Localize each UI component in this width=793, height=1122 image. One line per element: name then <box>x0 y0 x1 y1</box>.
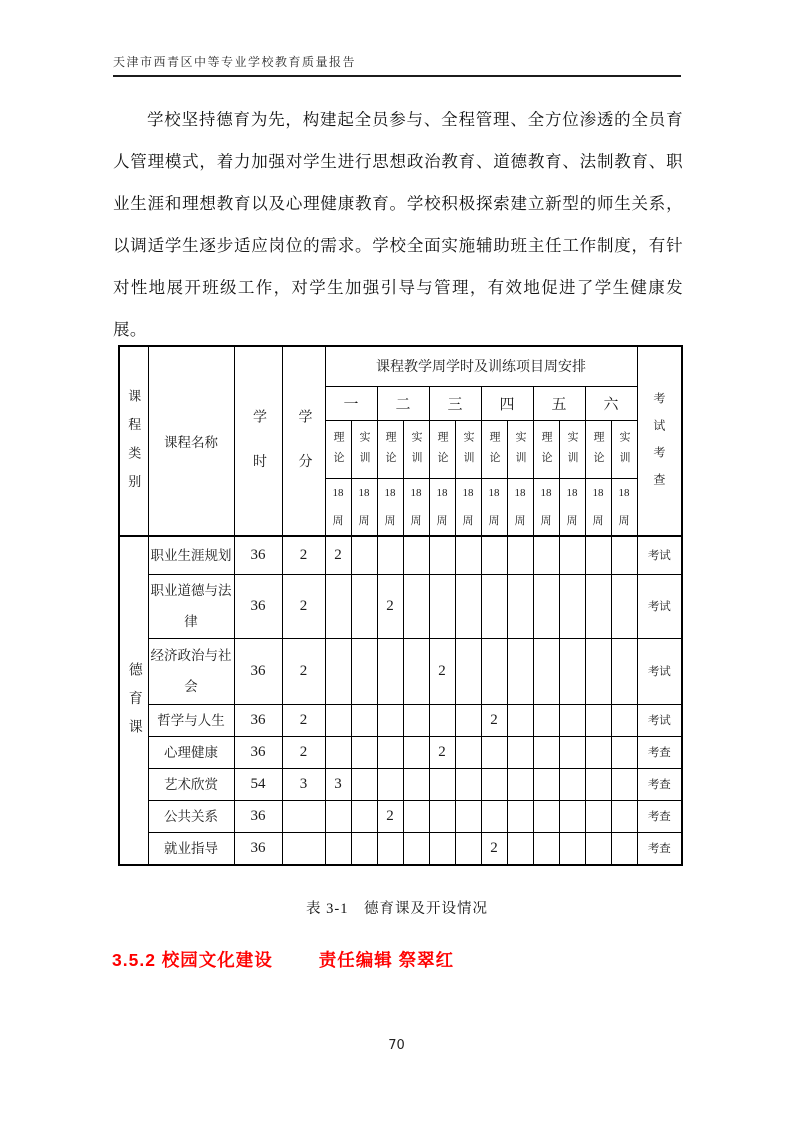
hours-cell: 36 <box>234 832 282 865</box>
week-cell: 2 <box>325 536 351 574</box>
week-cell <box>585 704 611 736</box>
week-cell <box>351 768 377 800</box>
week-cell <box>533 638 559 704</box>
section-heading-title: 3.5.2 校园文化建设 <box>112 950 273 970</box>
day-header-5: 五 <box>533 386 585 420</box>
week-cell <box>481 800 507 832</box>
week-cell <box>559 736 585 768</box>
weeks-header: 18周 <box>429 478 455 536</box>
week-cell: 2 <box>377 574 403 638</box>
category-group-cell <box>119 536 148 865</box>
hours-cell: 36 <box>234 536 282 574</box>
week-cell <box>611 768 637 800</box>
course-name-cell: 哲学与人生 <box>148 704 234 736</box>
hours-cell: 36 <box>234 704 282 736</box>
week-cell <box>481 768 507 800</box>
day-header-1: 一 <box>325 386 377 420</box>
week-cell <box>533 768 559 800</box>
week-cell <box>611 704 637 736</box>
week-cell <box>325 704 351 736</box>
week-cell <box>481 536 507 574</box>
week-cell <box>481 574 507 638</box>
category-column-label: 课程类别 <box>126 389 142 504</box>
practice-header: 实训 <box>611 420 637 478</box>
page-number: 70 <box>388 1038 405 1053</box>
week-cell <box>507 800 533 832</box>
week-cell <box>325 574 351 638</box>
table-caption: 表 3-1 德育课及开设情况 <box>306 901 488 917</box>
weeks-header: 18周 <box>455 478 481 536</box>
week-cell <box>403 574 429 638</box>
practice-header: 实训 <box>351 420 377 478</box>
week-cell <box>377 768 403 800</box>
course-name-column-header <box>148 346 234 536</box>
course-name-cell: 职业生涯规划 <box>148 536 234 574</box>
credits-cell: 3 <box>282 768 325 800</box>
practice-header: 实训 <box>455 420 481 478</box>
weeks-header: 18周 <box>325 478 351 536</box>
hours-cell: 36 <box>234 574 282 638</box>
credits-cell <box>282 832 325 865</box>
credits-cell: 2 <box>282 536 325 574</box>
week-cell <box>611 800 637 832</box>
section-heading-editor: 责任编辑 祭翠红 <box>318 950 455 970</box>
week-cell <box>351 536 377 574</box>
week-cell <box>377 536 403 574</box>
table-row <box>119 832 682 865</box>
day-header-4: 四 <box>481 386 533 420</box>
week-cell <box>377 832 403 865</box>
week-cell <box>403 536 429 574</box>
weeks-header: 18周 <box>585 478 611 536</box>
practice-header: 实训 <box>559 420 585 478</box>
weeks-header: 18周 <box>481 478 507 536</box>
week-cell <box>403 768 429 800</box>
credits-column-label: 学分 <box>296 409 312 499</box>
week-cell <box>455 736 481 768</box>
category-group-label: 德育课 <box>126 662 142 749</box>
practice-header: 实训 <box>507 420 533 478</box>
credits-column-header <box>282 346 325 536</box>
credits-cell: 2 <box>282 574 325 638</box>
week-cell <box>507 536 533 574</box>
day-header-2: 二 <box>377 386 429 420</box>
course-name-cell: 心理健康 <box>148 736 234 768</box>
course-name-cell: 就业指导 <box>148 832 234 865</box>
course-name-cell: 艺术欣赏 <box>148 768 234 800</box>
section-heading <box>112 947 454 972</box>
table-row <box>119 704 682 736</box>
week-cell <box>585 832 611 865</box>
theory-header: 理论 <box>533 420 559 478</box>
week-cell: 2 <box>481 704 507 736</box>
exam-cell: 考试 <box>637 704 682 736</box>
credits-cell: 2 <box>282 736 325 768</box>
week-cell <box>559 638 585 704</box>
weeks-header: 18周 <box>611 478 637 536</box>
category-column-header <box>119 346 148 536</box>
week-cell <box>455 832 481 865</box>
week-cell <box>585 736 611 768</box>
week-cell: 2 <box>429 638 455 704</box>
week-cell <box>481 638 507 704</box>
exam-column-header <box>637 346 682 536</box>
table-row <box>119 768 682 800</box>
course-table <box>118 345 683 866</box>
week-cell <box>455 800 481 832</box>
credits-cell: 2 <box>282 704 325 736</box>
week-cell <box>455 574 481 638</box>
hours-cell: 36 <box>234 638 282 704</box>
week-cell: 2 <box>481 832 507 865</box>
weeks-header: 18周 <box>377 478 403 536</box>
week-cell <box>611 832 637 865</box>
week-cell <box>559 574 585 638</box>
theory-header: 理论 <box>377 420 403 478</box>
exam-cell: 考查 <box>637 832 682 865</box>
week-cell <box>559 832 585 865</box>
weeks-header: 18周 <box>403 478 429 536</box>
week-cell <box>377 704 403 736</box>
week-cell <box>351 800 377 832</box>
table-row <box>119 574 682 638</box>
week-cell: 3 <box>325 768 351 800</box>
hours-cell: 36 <box>234 800 282 832</box>
exam-cell: 考查 <box>637 768 682 800</box>
week-cell <box>455 768 481 800</box>
exam-cell: 考试 <box>637 638 682 704</box>
week-cell <box>533 800 559 832</box>
week-cell <box>351 704 377 736</box>
theory-header: 理论 <box>585 420 611 478</box>
week-cell <box>533 832 559 865</box>
week-cell <box>559 768 585 800</box>
weeks-header: 18周 <box>351 478 377 536</box>
week-cell <box>325 832 351 865</box>
week-cell <box>429 800 455 832</box>
week-cell <box>403 832 429 865</box>
exam-cell: 考查 <box>637 736 682 768</box>
week-cell <box>429 536 455 574</box>
page-header-title: 天津市西青区中等专业学校教育质量报告 <box>113 55 357 69</box>
week-cell <box>611 536 637 574</box>
table-row <box>119 736 682 768</box>
table-row <box>119 536 682 574</box>
table-row <box>119 800 682 832</box>
week-cell <box>585 638 611 704</box>
week-cell <box>585 574 611 638</box>
week-cell <box>351 638 377 704</box>
week-cell <box>559 704 585 736</box>
theory-header: 理论 <box>481 420 507 478</box>
week-cell <box>325 736 351 768</box>
week-cell <box>325 638 351 704</box>
week-cell <box>455 638 481 704</box>
theory-header: 理论 <box>325 420 351 478</box>
week-cell <box>351 574 377 638</box>
credits-cell: 2 <box>282 638 325 704</box>
weeks-header: 18周 <box>533 478 559 536</box>
course-name-column-label: 课程名称 <box>164 435 218 450</box>
week-cell <box>533 736 559 768</box>
weeks-header: 18周 <box>507 478 533 536</box>
week-cell <box>585 800 611 832</box>
week-cell <box>507 768 533 800</box>
week-cell <box>403 704 429 736</box>
week-cell <box>559 536 585 574</box>
day-header-6: 六 <box>585 386 637 420</box>
credits-cell <box>282 800 325 832</box>
exam-column-label: 考试考查 <box>651 392 666 500</box>
week-cell <box>403 638 429 704</box>
week-cell <box>507 736 533 768</box>
theory-header: 理论 <box>429 420 455 478</box>
body-paragraph: 学校坚持德育为先，构建起全员参与、全程管理、全方位渗透的全员育人管理模式，着力加强对学生进行思想政治教育、道德教育、法制教育、职业生涯和理想教育以及心理健康教育。学校积极探索建立新型的师生关系，以调适学生逐步适应岗位的需求。学校全面实施辅助班主任工作制度，有针对性地展开班级工作，对学生加强引导与管理，有效地促进了学生健康发展。 <box>113 110 683 339</box>
exam-cell: 考查 <box>637 800 682 832</box>
week-cell: 2 <box>377 800 403 832</box>
week-cell <box>559 800 585 832</box>
week-cell <box>507 638 533 704</box>
week-cell <box>507 704 533 736</box>
course-name-cell: 经济政治与社会 <box>148 638 234 704</box>
week-cell <box>455 536 481 574</box>
week-cell <box>429 704 455 736</box>
week-cell <box>351 832 377 865</box>
week-cell <box>377 736 403 768</box>
practice-header: 实训 <box>403 420 429 478</box>
week-cell <box>403 736 429 768</box>
week-cell <box>611 574 637 638</box>
course-name-cell: 职业道德与法律 <box>148 574 234 638</box>
weeks-header: 18周 <box>559 478 585 536</box>
week-cell <box>429 574 455 638</box>
page-header <box>113 53 681 77</box>
week-cell <box>533 574 559 638</box>
exam-cell: 考试 <box>637 536 682 574</box>
week-cell <box>533 536 559 574</box>
week-cell <box>533 704 559 736</box>
week-cell <box>455 704 481 736</box>
week-cell: 2 <box>429 736 455 768</box>
day-header-3: 三 <box>429 386 481 420</box>
week-cell <box>611 638 637 704</box>
week-cell <box>403 800 429 832</box>
week-cell <box>481 736 507 768</box>
course-name-cell: 公共关系 <box>148 800 234 832</box>
week-cell <box>351 736 377 768</box>
week-cell <box>507 832 533 865</box>
week-cell <box>377 638 403 704</box>
hours-cell: 36 <box>234 736 282 768</box>
hours-column-header <box>234 346 282 536</box>
week-cell <box>429 768 455 800</box>
schedule-title-header: 课程教学周学时及训练项目周安排 <box>325 346 637 386</box>
table-row <box>119 638 682 704</box>
week-cell <box>325 800 351 832</box>
week-cell <box>429 832 455 865</box>
week-cell <box>585 536 611 574</box>
hours-cell: 54 <box>234 768 282 800</box>
week-cell <box>507 574 533 638</box>
week-cell <box>611 736 637 768</box>
hours-column-label: 学时 <box>251 409 266 499</box>
exam-cell: 考试 <box>637 574 682 638</box>
week-cell <box>585 768 611 800</box>
